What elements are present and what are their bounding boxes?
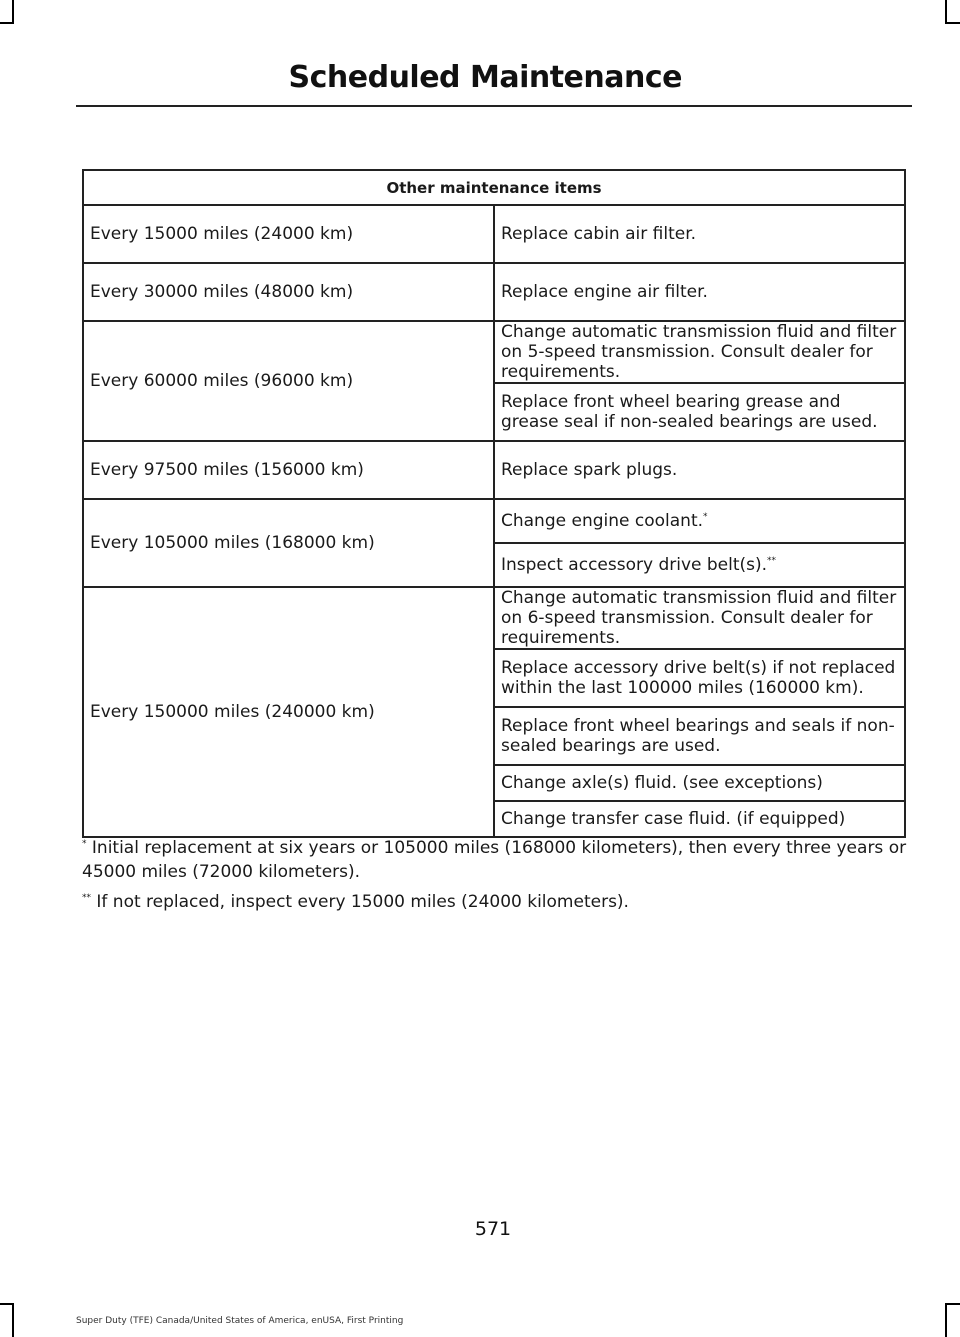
task-cell	[494, 263, 905, 321]
task-cell	[494, 321, 905, 383]
task-text: Change engine coolant.	[501, 511, 704, 531]
task-text: Replace accessory drive belt(s) if not replaced within the last 100000 miles (160000 km).	[501, 658, 896, 698]
task-text: Replace front wheel bearing grease and grease seal if non-sealed bearings are used.	[501, 392, 878, 432]
task-text: Inspect accessory drive belt(s).	[501, 555, 768, 575]
task-cell	[494, 205, 905, 263]
task-cell	[494, 765, 905, 801]
page-number: 571	[474, 1218, 512, 1240]
table-row	[83, 499, 905, 543]
footnote-mark: **	[767, 556, 777, 566]
interval-cell: Every 105000 miles (168000 km)	[83, 499, 494, 587]
task-text: Replace front wheel bearings and seals if non-sealed bearings are used.	[501, 716, 895, 756]
interval-cell: Every 60000 miles (96000 km)	[83, 321, 494, 441]
table-row	[83, 587, 905, 649]
task-text: Change automatic transmission fluid and filter on 5-speed transmission. Consult dealer for requirements.	[501, 322, 897, 382]
footnote-mark: **	[82, 893, 91, 903]
crop-mark	[12, 0, 14, 22]
task-cell	[494, 649, 905, 707]
interval-cell: Every 97500 miles (156000 km)	[83, 441, 494, 499]
crop-mark	[0, 22, 14, 24]
footnotes	[82, 836, 912, 920]
task-cell	[494, 707, 905, 765]
footnote	[82, 836, 912, 884]
footnote-mark: *	[82, 839, 87, 849]
task-text: Change axle(s) fluid. (see exceptions)	[501, 773, 823, 793]
crop-mark	[945, 0, 947, 22]
table-row	[83, 441, 905, 499]
footer-text: Super Duty (TFE) Canada/United States of America, enUSA, First Printing	[76, 1316, 404, 1326]
task-cell	[494, 383, 905, 441]
page-title: Scheduled Maintenance	[288, 60, 682, 95]
task-text: Replace engine air filter.	[501, 282, 708, 302]
table-row	[83, 263, 905, 321]
table-heading: Other maintenance items	[83, 170, 905, 205]
table-row	[83, 321, 905, 383]
crop-mark	[0, 1303, 14, 1305]
task-text: Change automatic transmission fluid and filter on 6-speed transmission. Consult dealer for requirements.	[501, 588, 897, 648]
maintenance-table	[82, 169, 906, 838]
footnote	[82, 890, 912, 914]
footnote-mark: *	[703, 512, 708, 522]
crop-mark	[945, 1303, 960, 1305]
task-text: Change transfer case fluid. (if equipped)	[501, 809, 846, 829]
header-divider	[76, 105, 912, 107]
maintenance-table-body	[83, 205, 905, 837]
task-cell	[494, 587, 905, 649]
task-text: Replace cabin air filter.	[501, 224, 697, 244]
task-text: Replace spark plugs.	[501, 460, 678, 480]
crop-mark	[945, 22, 960, 24]
interval-cell: Every 30000 miles (48000 km)	[83, 263, 494, 321]
crop-mark	[12, 1303, 14, 1337]
table-row	[83, 205, 905, 263]
footnote-text: Initial replacement at six years or 105000 miles (168000 kilometers), then every three years or 45000 miles (72000 kilometers).	[82, 838, 907, 882]
interval-cell: Every 15000 miles (24000 km)	[83, 205, 494, 263]
task-cell	[494, 441, 905, 499]
task-cell	[494, 543, 905, 587]
interval-cell: Every 150000 miles (240000 km)	[83, 587, 494, 837]
footnote-text: If not replaced, inspect every 15000 miles (24000 kilometers).	[91, 892, 629, 912]
crop-mark	[945, 1303, 947, 1337]
task-cell	[494, 801, 905, 837]
task-cell	[494, 499, 905, 543]
